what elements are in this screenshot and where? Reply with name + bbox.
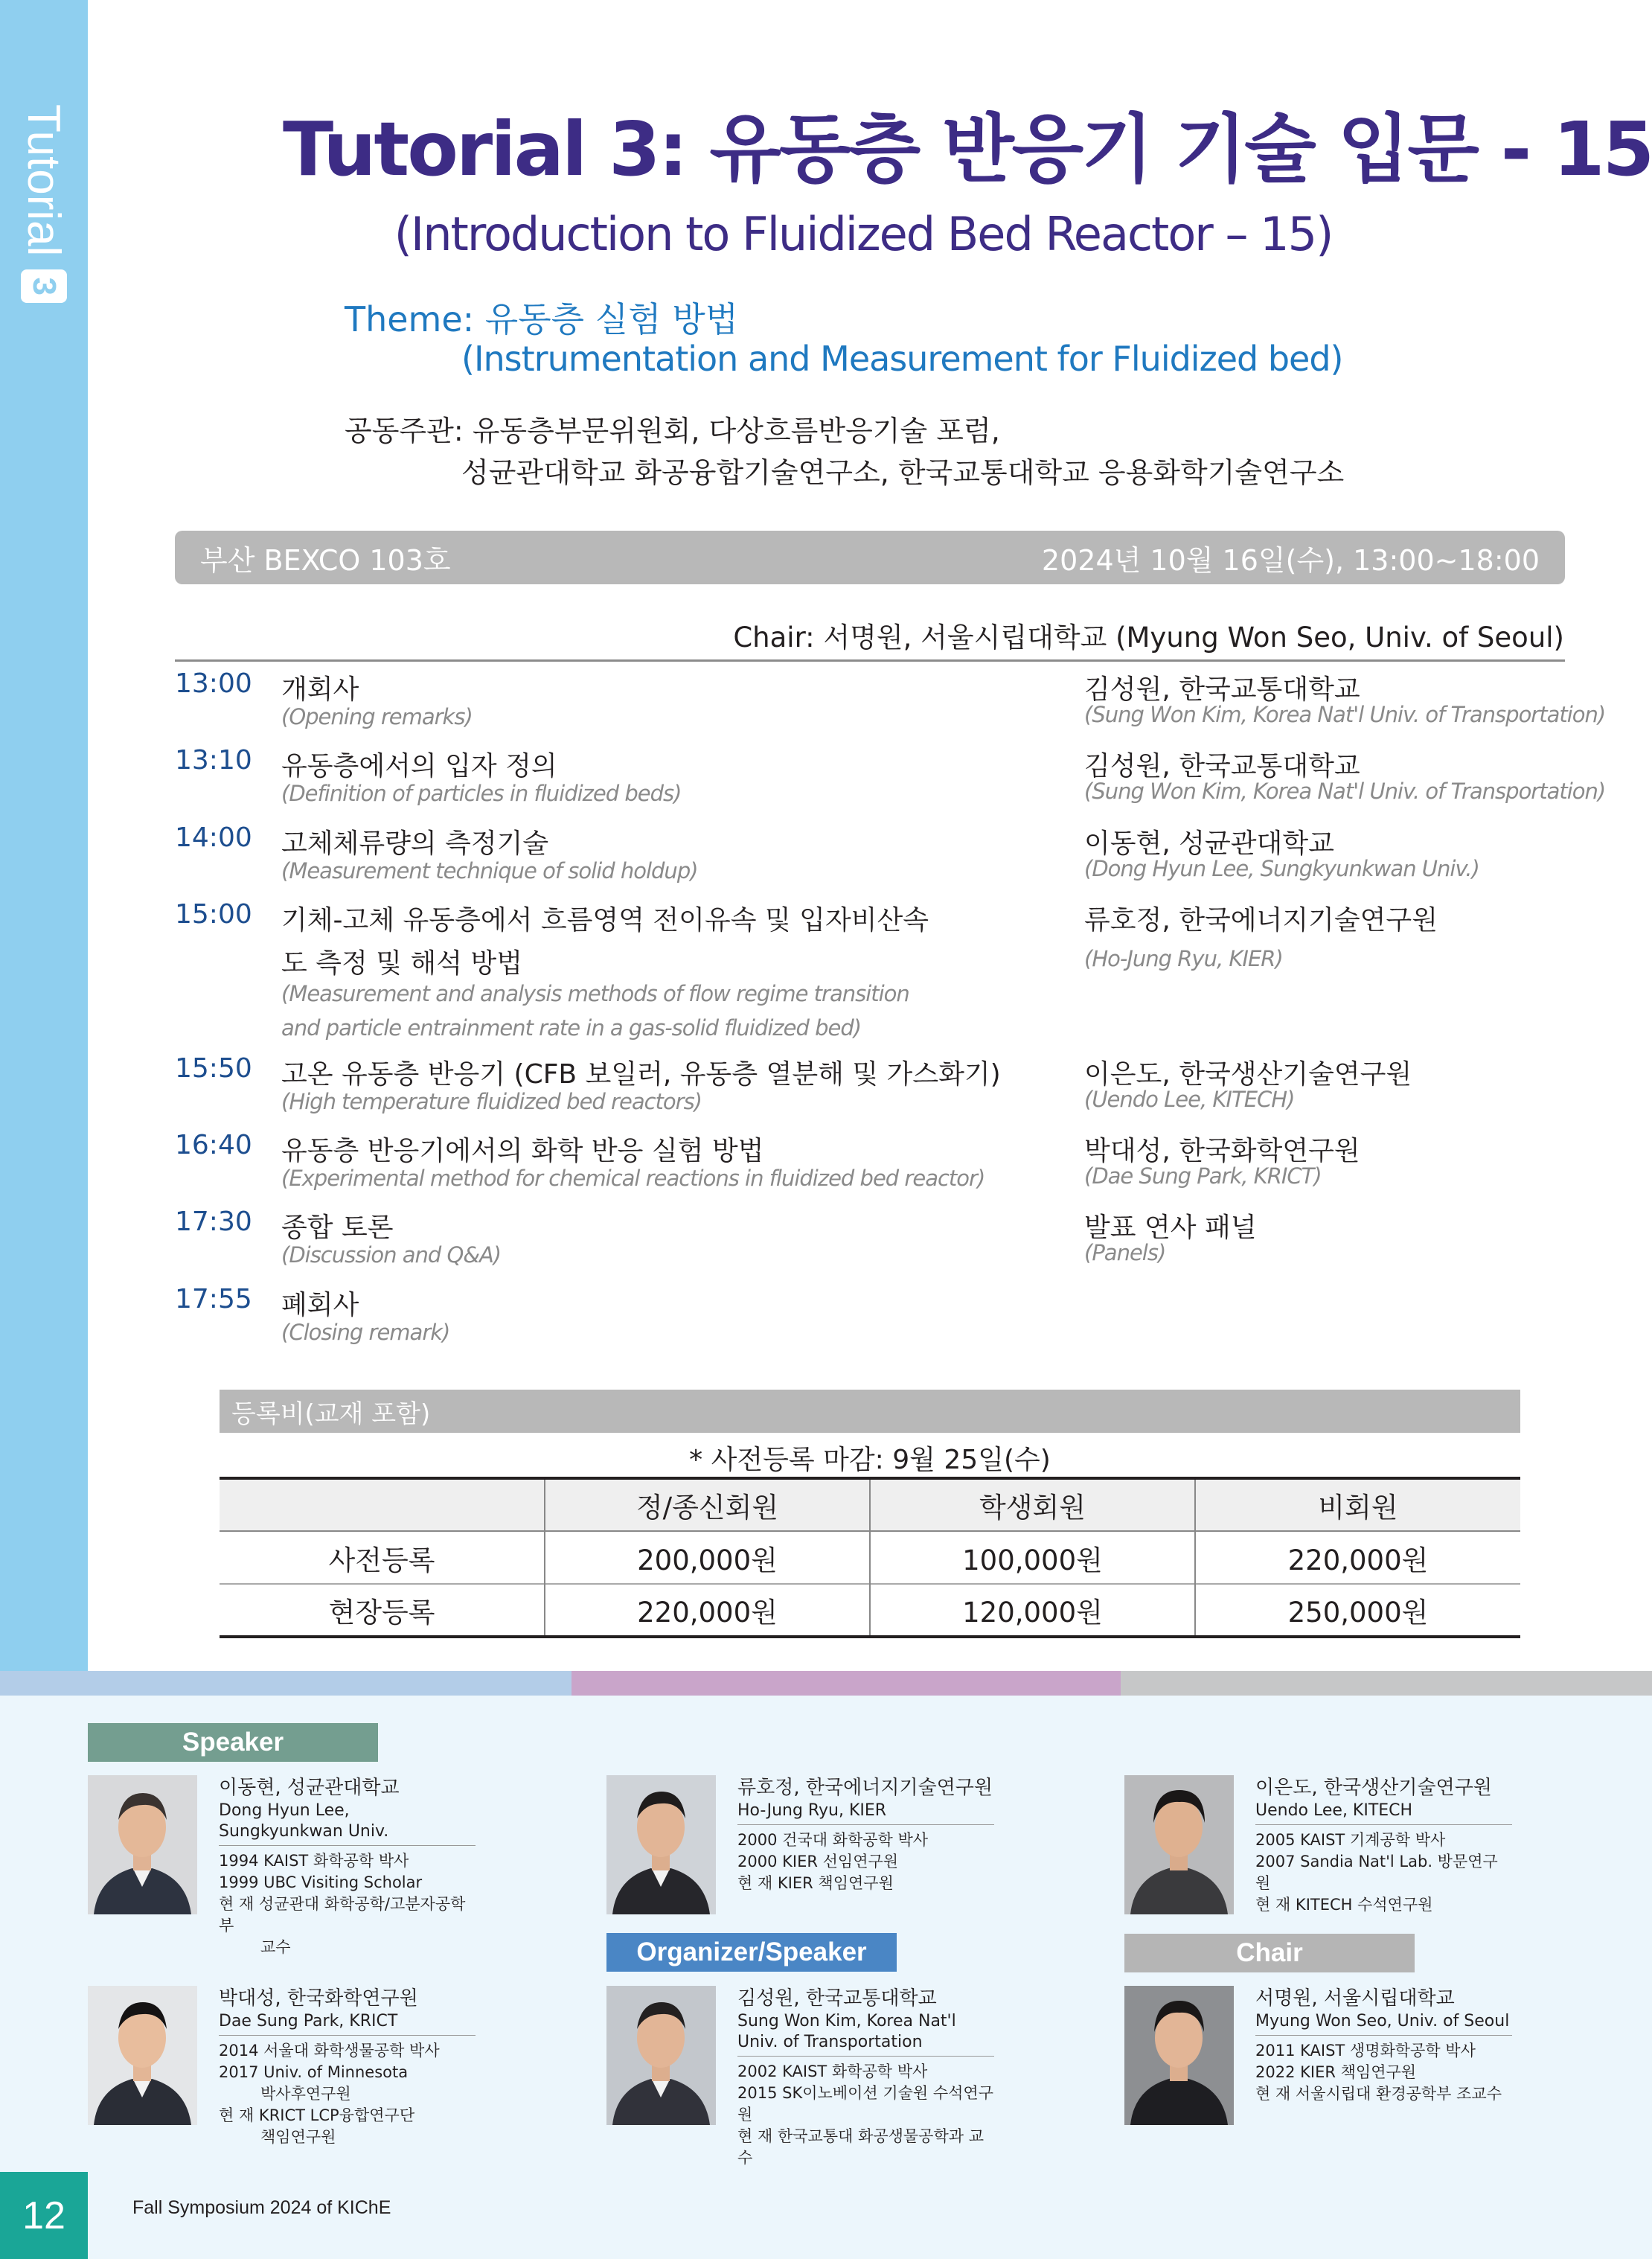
sidebar-label: Tutorial [18,104,70,257]
session-speaker-en: (Panels) [1084,1240,1166,1265]
page-number: 12 [0,2172,88,2259]
footer-text: Fall Symposium 2024 of KIChE [132,2197,391,2218]
page-subtitle: (Introduction to Fluidized Bed Reactor – 15) [394,207,1333,261]
session-title: 유동층에서의 입자 정의 [281,751,557,782]
theme-korean: Theme: 유동층 실험 방법 [345,299,739,339]
table-row [220,1531,1520,1584]
bio-line: 교수 [260,1938,291,1956]
speaker-photo [88,1986,197,2125]
divider [175,659,1565,662]
bio-line: 2022 KIER 책임연구원 [1255,2063,1417,2081]
table-header: 학생회원 [870,1478,1195,1531]
stripe-segment [1121,1671,1652,1696]
bio-line: 박사후연구원 [260,2085,351,2103]
person-name: 류호정, 한국에너지기술연구원 [737,1777,993,1799]
session-speaker-en: (Dae Sung Park, KRICT) [1084,1163,1322,1189]
venue-location: 부산 BEXCO 103호 [200,543,451,577]
page-title: Tutorial 3: 유동층 반응기 기술 입문 - 15 [283,106,1652,193]
table-header: 비회원 [1318,1492,1398,1524]
bio-line: 현 재 KRICT LCP융합연구단 [219,2106,415,2124]
bio-line: 2000 KIER 선임연구원 [737,1853,899,1870]
session-time: 17:55 [175,1284,252,1314]
session-speaker: 발표 연사 패널 [1084,1212,1257,1243]
person-name: 이동현, 성균관대학교 [219,1777,400,1799]
speaker-photo [606,1775,716,1914]
venue-bar [175,531,1565,584]
bio-line: 2007 Sandia Nat'l Lab. 방문연구원 [1255,1853,1498,1892]
stripe-segment [572,1671,1121,1696]
table-cell: 현장등록 [220,1584,545,1637]
bio-line: 2011 KAIST 생명화학공학 박사 [1255,2042,1476,2060]
session-title: 고온 유동층 반응기 (CFB 보일러, 유동층 열분해 및 가스화기) [281,1059,1001,1090]
speaker-photo [1124,1986,1234,2125]
bio-line: 1999 UBC Visiting Scholar [219,1873,423,1891]
fee-table [220,1477,1520,1638]
speaker-photo [88,1775,197,1914]
person-name-en: Ho-Jung Ryu, KIER [737,1801,994,1825]
bio-line: 2014 서울대 화학생물공학 박사 [219,2042,440,2060]
session-time: 13:10 [175,745,252,776]
bio-line: 1994 KAIST 화학공학 박사 [219,1852,409,1870]
bio-line: 2017 Univ. of Minnesota [219,2063,409,2081]
session-speaker-en: (Ho-Jung Ryu, KIER) [1084,946,1283,971]
bio-line: 책임연구원 [260,2128,336,2146]
sidebar-title [12,104,76,342]
session-speaker: 이은도, 한국생산기술연구원 [1084,1059,1412,1090]
session-speaker: 류호정, 한국에너지기술연구원 [1084,905,1438,936]
session-title-en: (High temperature fluidized bed reactors) [281,1089,702,1114]
person-name-en: Sung Won Kim, Korea Nat'l Univ. of Transportation [737,2011,994,2057]
bio-line: 현 재 한국교통대 화공생물공학과 교수 [737,2127,984,2167]
speaker-photo [1124,1775,1234,1914]
session-speaker: 박대성, 한국화학연구원 [1084,1136,1360,1166]
organizer-label: Organizer/Speaker [606,1933,897,1972]
stripe-segment [0,1671,572,1696]
bio-line: 2015 SK이노베이션 기술원 수석연구원 [737,2084,994,2124]
bio-line: 현 재 성균관대 화학공학/고분자공학부 [219,1895,466,1934]
session-time: 15:00 [175,899,252,930]
table-cell: 사전등록 [220,1531,545,1584]
bio-line: 2005 KAIST 기계공학 박사 [1255,1831,1446,1849]
session-title-en: (Measurement and analysis methods of flow regime transition and particle entrainment rate in a gas-solid fluidized bed) [281,981,909,1041]
session-title: 고체체류량의 측정기술 [281,828,549,859]
session-time: 14:00 [175,822,252,853]
venue-datetime: 2024년 10월 16일(수), 13:00~18:00 [1041,543,1540,577]
table-header [220,1478,545,1531]
table-cell: 120,000원 [870,1584,1195,1637]
chair-line: Chair: 서명원, 서울시립대학교 (Myung Won Seo, Univ. of Seoul) [733,622,1564,654]
speaker-photo [606,1986,716,2125]
session-speaker: 이동현, 성균관대학교 [1084,828,1334,859]
organizers-line-2: 성균관대학교 화공융합기술연구소, 한국교통대학교 응용화학기술연구소 [461,456,1345,489]
person-name: 김성원, 한국교통대학교 [737,1987,937,2010]
person-name-en: Uendo Lee, KITECH [1255,1801,1512,1825]
theme-english: (Instrumentation and Measurement for Fluidized bed) [461,339,1343,379]
table-cell: 220,000원 [1287,1544,1429,1576]
session-time: 17:30 [175,1207,252,1237]
registration-deadline: * 사전등록 마감: 9월 25일(수) [689,1445,1051,1475]
session-speaker: 김성원, 한국교통대학교 [1084,751,1360,782]
session-title-en: (Definition of particles in fluidized beds) [281,781,682,806]
session-speaker: 김성원, 한국교통대학교 [1084,674,1360,705]
table-header-row [220,1478,1520,1531]
color-stripe [0,1671,1652,1696]
bio-line: 2000 건국대 화학공학 박사 [737,1831,929,1849]
person-name-en: Dong Hyun Lee, Sungkyunkwan Univ. [219,1801,476,1846]
bio-line: 현 재 KIER 책임연구원 [737,1874,894,1892]
session-title: 폐회사 [281,1290,359,1320]
session-time: 15:50 [175,1053,252,1084]
table-cell: 250,000원 [1287,1597,1429,1629]
fee-section-bar: 등록비(교재 포함) [220,1390,1520,1433]
table-header: 정/종신회원 [545,1478,870,1531]
bio-line: 2002 KAIST 화학공학 박사 [737,2063,928,2080]
table-cell: 200,000원 [545,1531,870,1584]
session-speaker-en: (Uendo Lee, KITECH) [1084,1087,1295,1112]
table-cell: 220,000원 [545,1584,870,1637]
session-title-en: (Experimental method for chemical reactions in fluidized bed reactor) [281,1166,985,1191]
person-name-en: Myung Won Seo, Univ. of Seoul [1255,2011,1512,2036]
session-title: 유동층 반응기에서의 화학 반응 실험 방법 [281,1136,764,1166]
organizers-line-1: 공동주관: 유동층부문위원회, 다상흐름반응기술 포럼, [345,415,1000,447]
bio-line: 현 재 서울시립대 환경공학부 조교수 [1255,2085,1502,2103]
chair-label: Chair [1124,1934,1415,1972]
session-speaker-en: (Dong Hyun Lee, Sungkyunkwan Univ.) [1084,856,1479,881]
session-title-en: (Opening remarks) [281,704,473,729]
table-cell: 100,000원 [870,1531,1195,1584]
speaker-label: Speaker [88,1723,378,1762]
person-name-en: Dae Sung Park, KRICT [219,2011,476,2036]
person-name: 서명원, 서울시립대학교 [1255,1987,1455,2010]
sidebar [0,0,88,1671]
session-title-en: (Discussion and Q&A) [281,1242,502,1268]
sidebar-number: 3 [21,269,67,302]
bio-line: 현 재 KITECH 수석연구원 [1255,1896,1433,1914]
session-speaker-en: (Sung Won Kim, Korea Nat'l Univ. of Transportation) [1084,779,1606,804]
session-title-en: (Measurement technique of solid holdup) [281,858,698,884]
session-title: 개회사 [281,674,359,705]
person-name: 이은도, 한국생산기술연구원 [1255,1777,1492,1799]
person-name: 박대성, 한국화학연구원 [219,1987,418,2010]
session-title-en: (Closing remark) [281,1320,450,1345]
session-time: 16:40 [175,1130,252,1160]
table-row [220,1584,1520,1637]
session-title: 종합 토론 [281,1212,394,1243]
session-speaker-en: (Sung Won Kim, Korea Nat'l Univ. of Transportation) [1084,702,1606,727]
session-title: 기체-고체 유동층에서 흐름영역 전이유속 및 입자비산속도 측정 및 해석 방법 [281,905,929,979]
session-time: 13:00 [175,668,252,699]
